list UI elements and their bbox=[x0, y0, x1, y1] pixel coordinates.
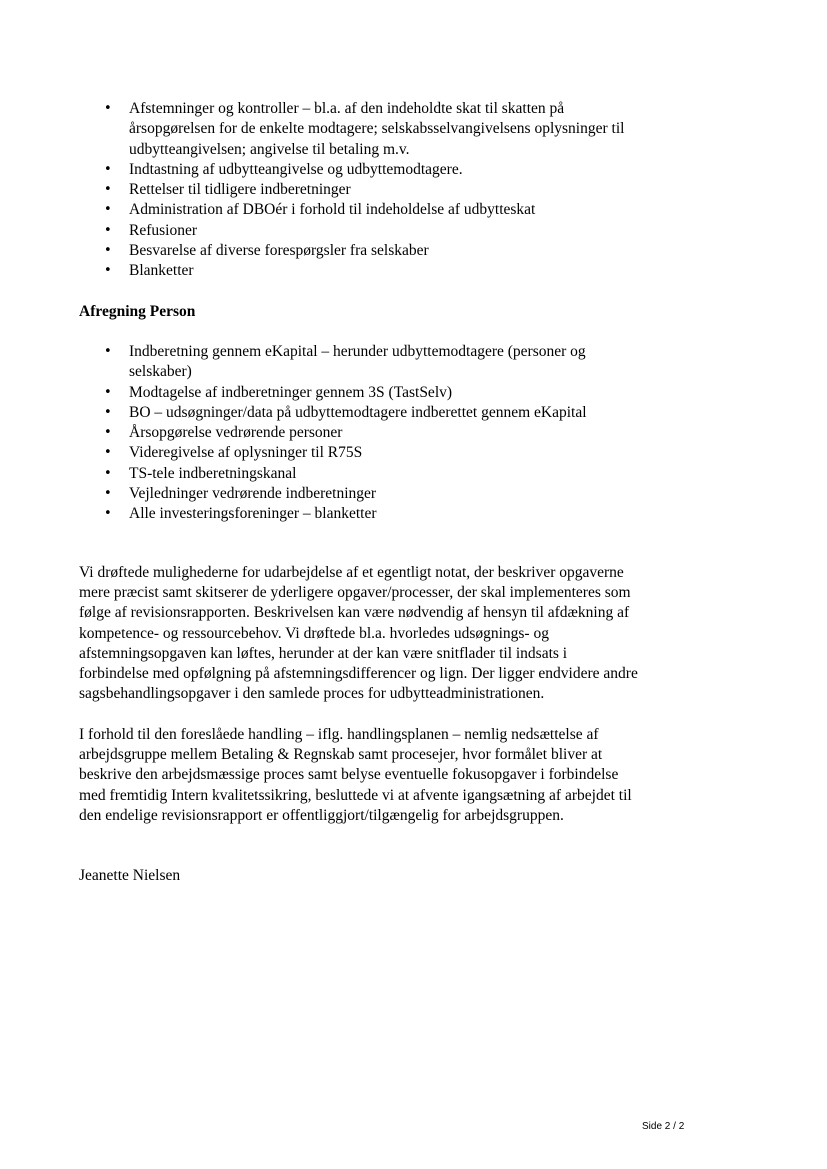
list-item-text: Blanketter bbox=[129, 262, 194, 280]
bullet-icon: • bbox=[104, 384, 112, 400]
list-item-text: BO – udsøgninger/data på udbyttemodtagere indberettet gennem eKapital bbox=[129, 403, 587, 421]
bullet-icon: • bbox=[104, 263, 112, 279]
list-item bbox=[79, 342, 639, 383]
bullet-icon: • bbox=[104, 425, 112, 441]
list-item bbox=[79, 160, 639, 180]
list-item-text: Årsopgørelse vedrørende personer bbox=[129, 424, 343, 442]
bullet-icon: • bbox=[104, 243, 112, 259]
bullet-icon: • bbox=[104, 343, 112, 359]
list-item-text: Vejledninger vedrørende indberetninger bbox=[129, 485, 377, 503]
list-item-text: Modtagelse af indberetninger gennem 3S (TastSelv) bbox=[129, 383, 453, 401]
list-item-text: Alle investeringsforeninger – blanketter bbox=[129, 505, 377, 523]
section-heading: Afregning Person bbox=[79, 302, 196, 320]
list-item-text: Videregivelse af oplysninger til R75S bbox=[129, 444, 363, 462]
list-item-text: Refusioner bbox=[129, 221, 198, 239]
list-item bbox=[79, 464, 639, 484]
list-item bbox=[79, 403, 639, 423]
list-item bbox=[79, 180, 639, 200]
bullet-icon: • bbox=[104, 161, 112, 177]
list-item bbox=[79, 443, 639, 463]
bullet-icon: • bbox=[104, 465, 112, 481]
bullet-icon: • bbox=[104, 506, 112, 522]
list-item bbox=[79, 221, 639, 241]
list-item bbox=[79, 504, 639, 524]
list-item-text: Administration af DBOér i forhold til indeholdelse af udbytteskat bbox=[129, 201, 536, 219]
body-paragraph: Vi drøftede mulighederne for udarbejdelse af et egentligt notat, der beskriver opgaverne mere præcist samt skitserer de yderligere opgaver/processer, der skal implementeres som følge af revisionsrapporten. Beskrivelsen kan være nødvendig af hensyn til afdækning af kompetence- og ressourcebehov. Vi drøftede bl.a. hvorledes udsøgnings- og afstemningsopgaven kan løftes, herunder at der kan være snitflader til indsats i forbindelse med opfølgning på afstemningsdifferencer og lign. Der ligger endvidere andre sagsbehandlingsopgaver i den samlede proces for udbytteadministrationen. bbox=[79, 563, 638, 703]
bullet-icon: • bbox=[104, 222, 112, 238]
signature: Jeanette Nielsen bbox=[79, 867, 181, 885]
task-list-1 bbox=[79, 99, 639, 282]
bullet-icon: • bbox=[104, 202, 112, 218]
list-item bbox=[79, 383, 639, 403]
bullet-icon: • bbox=[104, 101, 112, 116]
list-item-text: Rettelser til tidligere indberetninger bbox=[129, 181, 351, 199]
bullet-icon: • bbox=[104, 486, 112, 502]
list-item bbox=[79, 99, 639, 160]
list-item bbox=[79, 423, 639, 443]
bullet-icon: • bbox=[104, 182, 112, 198]
task-list-2 bbox=[79, 342, 639, 525]
bullet-icon: • bbox=[104, 445, 112, 461]
bullet-icon: • bbox=[104, 404, 112, 420]
list-item-text: Indberetning gennem eKapital – herunder udbyttemodtagere (personer og selskaber) bbox=[129, 342, 586, 381]
list-item-text: Besvarelse af diverse forespørgsler fra selskaber bbox=[129, 242, 429, 260]
body-paragraph: I forhold til den foreslåede handling – iflg. handlingsplanen – nemlig nedsættelse af arbejdsgruppe mellem Betaling & Regnskab samt procesejer, hvor formålet bliver at beskrive den arbejdsmæssige proces samt belyse eventuelle fokusopgaver i forbindelse med fremtidig Intern kvalitetssikring, besluttede vi at afvente igangsætning af arbejdet til den endelige revisionsrapport er offentliggjort/tilgængelig for arbejdsgruppen. bbox=[79, 725, 632, 824]
list-item-text: TS-tele indberetningskanal bbox=[129, 464, 297, 482]
list-item bbox=[79, 241, 639, 261]
list-item bbox=[79, 200, 639, 220]
list-item bbox=[79, 261, 639, 281]
list-item-text: Indtastning af udbytteangivelse og udbyttemodtagere. bbox=[129, 160, 463, 178]
document-content bbox=[79, 99, 639, 887]
list-item bbox=[79, 484, 639, 504]
list-item-text: Afstemninger og kontroller – bl.a. af den indeholdte skat til skatten på årsopgørelsen for de enkelte modtagere; selskabsselvangivelsens oplysninger til udbytteangivelsen; angivelse til betaling m.v. bbox=[129, 100, 625, 158]
page-number: Side 2 / 2 bbox=[642, 1121, 685, 1132]
